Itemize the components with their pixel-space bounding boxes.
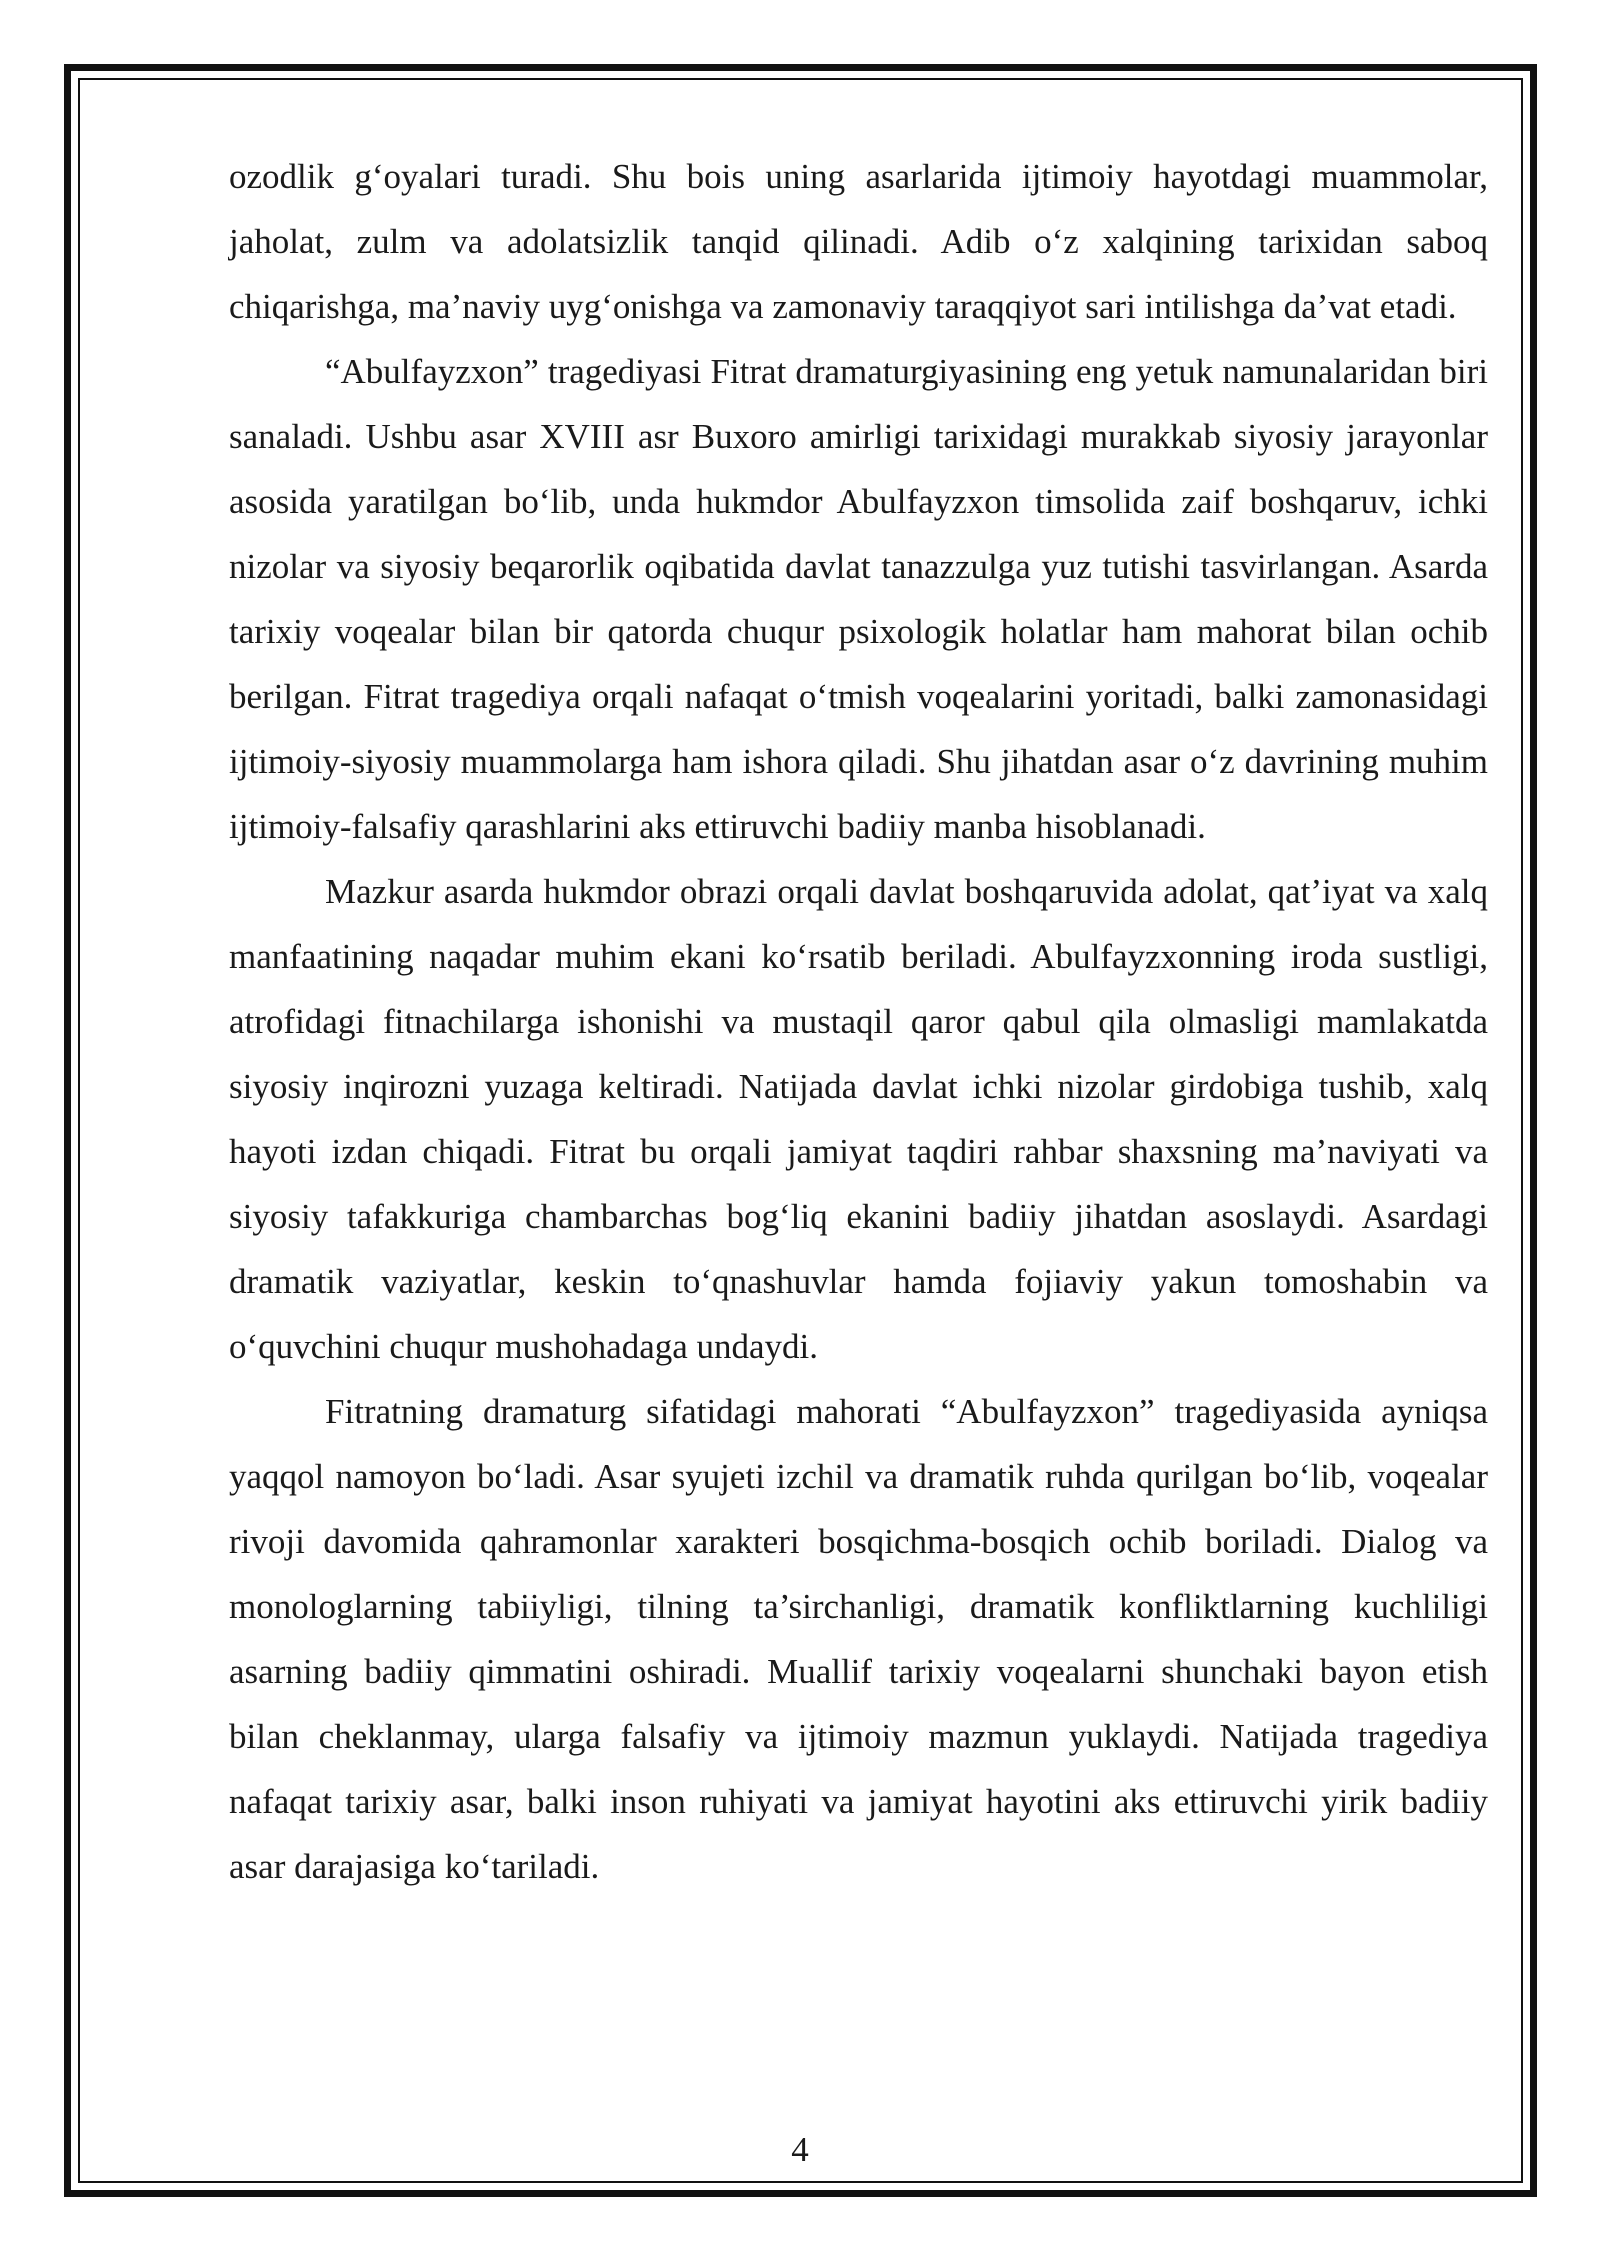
paragraph-1: ozodlik g‘oyalari turadi. Shu bois uning asarlarida ijtimoiy hayotdagi muammolar, jaholat, zulm va adolatsizlik tanqid qilinadi. Adib o‘z xalqining tarixidan saboq chiqarishga, ma’naviy uyg‘onishga va zamonaviy taraqqiyot sari intilishga da’vat etadi. <box>229 157 1488 326</box>
paragraph-4: Fitratning dramaturg sifatidagi mahorati “Abulfayzxon” tragediyasida ayniqsa yaqqol namoyon bo‘ladi. Asar syujeti izchil va dramatik ruhda qurilgan bo‘lib, voqealar rivoji davomida qahramonlar xarakteri bosqichma-bosqich ochib boriladi. Dialog va monologlarning tabiiyligi, tilning ta’sirchanligi, dramatik konfliktlarning kuchliligi asarning badiiy qimmatini oshiradi. Muallif tarixiy voqealarni shunchaki bayon etish bilan cheklanmay, ularga falsafiy va ijtimoiy mazmun yuklaydi. Natijada tragediya nafaqat tarixiy asar, balki inson ruhiyati va jamiyat hayotini aks ettiruvchi yirik badiiy asar darajasiga ko‘tariladi. <box>229 1392 1488 1886</box>
page-number: 4 <box>791 2130 809 2169</box>
document-body <box>229 144 1488 1899</box>
paragraph-3: Mazkur asarda hukmdor obrazi orqali davlat boshqaruvida adolat, qat’iyat va xalq manfaatining naqadar muhim ekani ko‘rsatib beriladi. Abulfayzxonning iroda sustligi, atrofidagi fitnachilarga ishonishi va mustaqil qaror qabul qila olmasligi mamlakatda siyosiy inqirozni yuzaga keltiradi. Natijada davlat ichki nizolar girdobiga tushib, xalq hayoti izdan chiqadi. Fitrat bu orqali jamiyat taqdiri rahbar shaxsning ma’naviyati va siyosiy tafakkuriga chambarchas bog‘liq ekanini badiiy jihatdan asoslaydi. Asardagi dramatik vaziyatlar, keskin to‘qnashuvlar hamda fojiaviy yakun tomoshabin va o‘quvchini chuqur mushohadaga undaydi. <box>229 872 1488 1366</box>
paragraph-2: “Abulfayzxon” tragediyasi Fitrat dramaturgiyasining eng yetuk namunalaridan biri sanaladi. Ushbu asar XVIII asr Buxoro amirligi tarixidagi murakkab siyosiy jarayonlar asosida yaratilgan bo‘lib, unda hukmdor Abulfayzxon timsolida zaif boshqaruv, ichki nizolar va siyosiy beqarorlik oqibatida davlat tanazzulga yuz tutishi tasvirlangan. Asarda tarixiy voqealar bilan bir qatorda chuqur psixologik holatlar ham mahorat bilan ochib berilgan. Fitrat tragediya orqali nafaqat o‘tmish voqealarini yoritadi, balki zamonasidagi ijtimoiy-siyosiy muammolarga ham ishora qiladi. Shu jihatdan asar o‘z davrining muhim ijtimoiy-falsafiy qarashlarini aks ettiruvchi badiiy manba hisoblanadi. <box>229 352 1488 846</box>
